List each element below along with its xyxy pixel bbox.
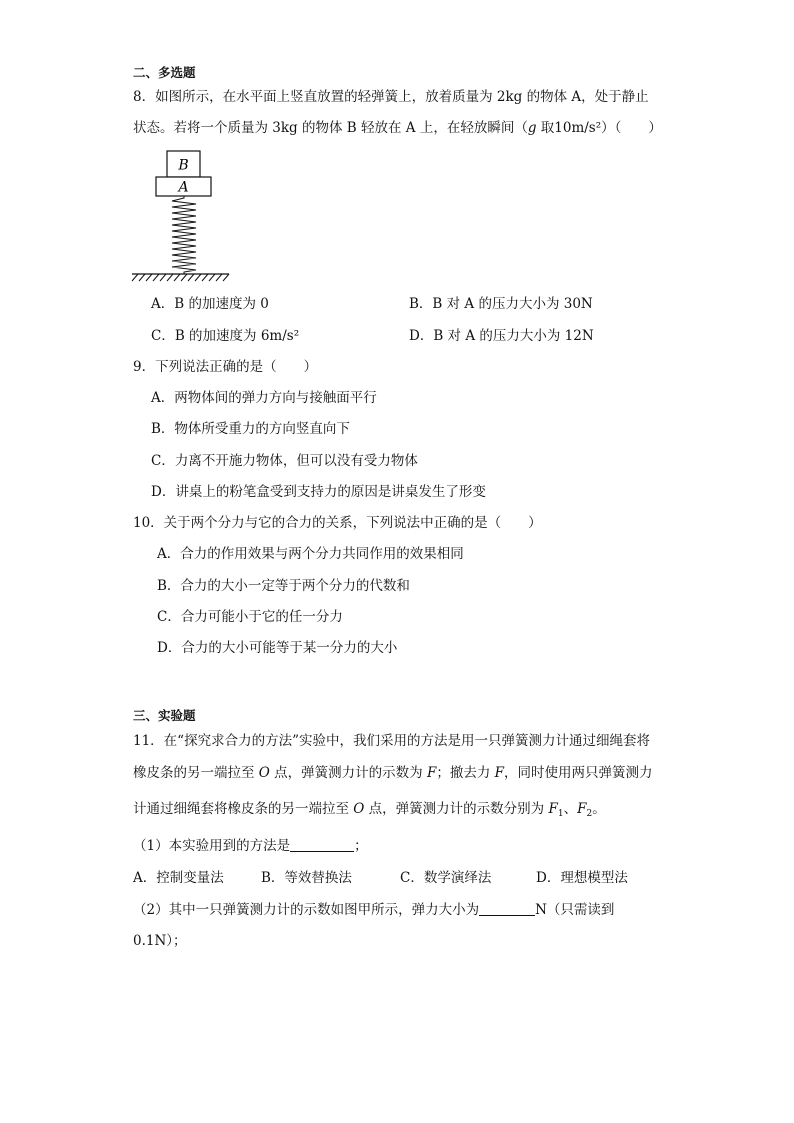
q11-symbol-f1: F (548, 801, 558, 817)
q9-option-b[interactable]: B．物体所受重力的方向竖直向下 (151, 421, 350, 437)
q8-option-b[interactable]: B．B 对 A 的压力大小为 30N (409, 296, 593, 312)
q11-separator: 、 (563, 801, 578, 817)
q11-line3 (133, 800, 606, 823)
q9-option-d[interactable]: D．讲桌上的粉笔盒受到支持力的原因是讲桌发生了形变 (151, 484, 486, 500)
q11-text: 橡皮条的另一端拉至 (133, 765, 259, 781)
q11-symbol-o: O (353, 801, 365, 817)
block-b-label: B (178, 157, 189, 174)
q11-line2 (133, 764, 653, 782)
q11-method-d[interactable]: D．理想模型法 (536, 870, 628, 886)
q8-spring-figure (128, 148, 232, 282)
q11-method-a[interactable]: A．控制变量法 (133, 870, 224, 886)
q11-text: 点，弹簧测力计的示数为 (269, 765, 427, 781)
q11-text: ，同时使用两只弹簧测力 (504, 765, 653, 781)
q11-sub1-text-end: ； (354, 838, 368, 854)
q10-stem: 10．关于两个分力与它的合力的关系，下列说法中正确的是（ ） (133, 515, 542, 531)
q8-option-a[interactable]: A．B 的加速度为 0 (151, 296, 269, 312)
q11-sub2-text: （2）其中一只弹簧测力计的示数如图甲所示，弹力大小为 (133, 902, 480, 918)
q11-text: ；撤去力 (436, 765, 495, 781)
q9-stem: 9．下列说法正确的是（ ） (133, 359, 318, 375)
q11-symbol-f2: F (577, 801, 587, 817)
q11-text: 点，弹簧测力计的示数分别为 (364, 801, 549, 817)
q11-text: 计通过细绳套将橡皮条的另一端拉至 (133, 801, 354, 817)
section-header-multi-choice: 二、多选题 (133, 65, 196, 80)
q11-symbol-f: F (494, 765, 505, 781)
q8-stem-line1: 8．如图所示，在水平面上竖直放置的轻弹簧上，放着质量为 2kg 的物体 A，处于静止 (133, 89, 649, 105)
q11-sub1-text: （1）本实验用到的方法是 (133, 838, 291, 854)
q11-text-end: 。 (592, 801, 606, 817)
q11-method-c[interactable]: C．数学演绎法 (400, 870, 492, 886)
q8-stem-text-end: 取10m/s²）（ ） (536, 120, 662, 136)
section-header-experiment: 三、实验题 (133, 708, 196, 723)
q11-subscript-2: 2 (586, 809, 593, 819)
q11-symbol-f: F (426, 765, 437, 781)
q8-option-d[interactable]: D．B 对 A 的压力大小为 12N (409, 328, 594, 344)
q11-sub-question-2-cont: 0.1N）； (133, 933, 187, 949)
answer-blank-force[interactable] (479, 902, 535, 916)
q8-symbol-g: g (527, 120, 537, 136)
q11-sub-question-1 (133, 837, 368, 855)
q9-option-a[interactable]: A．两物体间的弹力方向与接触面平行 (151, 390, 377, 406)
q11-line1: 11．在“探究求合力的方法”实验中，我们采用的方法是用一只弹簧测力计通过细绳套将 (133, 733, 650, 749)
q10-option-b[interactable]: B．合力的大小一定等于两个分力的代数和 (157, 578, 410, 594)
q11-sub2-text-end: N（只需读到 (535, 902, 615, 918)
q8-option-c[interactable]: C．B 的加速度为 6m/s² (151, 328, 300, 344)
q11-symbol-o: O (258, 765, 270, 781)
answer-blank-method[interactable] (290, 838, 354, 852)
q8-stem-text: 状态。若将一个质量为 3kg 的物体 B 轻放在 A 上，在轻放瞬间（ (133, 120, 528, 136)
block-a-label: A (178, 179, 189, 196)
ground-hatching (132, 274, 229, 281)
q8-stem-line2 (133, 119, 662, 137)
q11-sub-question-2 (133, 901, 614, 919)
q10-option-a[interactable]: A．合力的作用效果与两个分力共同作用的效果相同 (157, 546, 464, 562)
q9-option-c[interactable]: C．力离不开施力物体，但可以没有受力物体 (151, 453, 418, 469)
q10-option-d[interactable]: D．合力的大小可能等于某一分力的大小 (157, 640, 398, 656)
q10-option-c[interactable]: C．合力可能小于它的任一分力 (157, 609, 343, 625)
q11-method-b[interactable]: B．等效替换法 (261, 870, 352, 886)
spring (172, 196, 196, 274)
q11-subscript-1: 1 (557, 809, 564, 819)
